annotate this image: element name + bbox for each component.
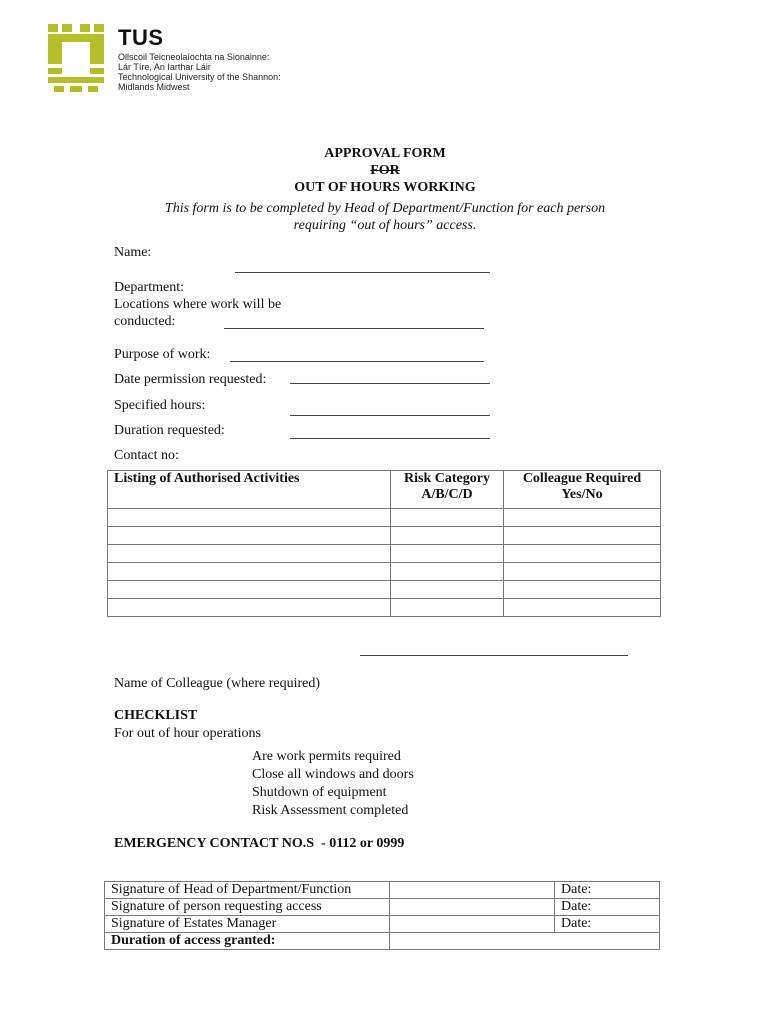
- table-row[interactable]: [108, 563, 661, 581]
- date-head-field[interactable]: [555, 882, 660, 899]
- form-subtitle: OUT OF HOURS WORKING: [294, 180, 476, 195]
- signature-person-label: Signature of person requesting access: [105, 899, 390, 916]
- tus-logo-mark: [48, 24, 104, 92]
- name-input-line[interactable]: [235, 272, 490, 273]
- risk-category-header: [391, 471, 504, 509]
- signature-head-field[interactable]: [390, 882, 555, 899]
- locations-input-line[interactable]: [224, 328, 484, 329]
- instruction-line-1: This form is to be completed by Head of Department/Function for each person: [164, 201, 606, 216]
- colleague-input-line[interactable]: [360, 655, 628, 656]
- activities-table: [107, 470, 661, 617]
- signature-row-person: [105, 899, 660, 916]
- locations-label-2: conducted:: [114, 314, 176, 329]
- table-row[interactable]: [108, 509, 661, 527]
- risk-category-options: A/B/C/D: [421, 487, 473, 502]
- activities-header-row: [108, 471, 661, 509]
- tus-wordmark: TUS: [118, 25, 164, 50]
- purpose-input-line[interactable]: [230, 361, 484, 362]
- colleague-required-header: [504, 471, 661, 509]
- signature-head-label: Signature of Head of Department/Function: [105, 882, 390, 899]
- date-label: Date:: [561, 899, 592, 914]
- emergency-contact: EMERGENCY CONTACT NO.S - 0112 or 0999: [114, 836, 405, 851]
- duration-requested-label: Duration requested:: [114, 423, 225, 438]
- university-name-line-4: Midlands Midwest: [118, 82, 190, 92]
- checklist-subtitle: For out of hour operations: [114, 726, 261, 741]
- specified-hours-label: Specified hours:: [114, 398, 206, 413]
- table-row[interactable]: [108, 527, 661, 545]
- activities-column-header: Listing of Authorised Activities: [108, 471, 391, 509]
- checklist-item: Risk Assessment completed: [252, 803, 409, 818]
- signature-person-field[interactable]: [390, 899, 555, 916]
- name-label: Name:: [114, 245, 152, 260]
- colleague-label: Name of Colleague (where required): [114, 676, 321, 691]
- risk-category-label: Risk Category: [404, 471, 490, 486]
- date-label: Date:: [561, 882, 592, 897]
- department-label: Department:: [114, 280, 184, 295]
- signature-table: [104, 881, 660, 950]
- duration-granted-field[interactable]: [390, 933, 660, 950]
- signature-row-estates: [105, 916, 660, 933]
- purpose-label: Purpose of work:: [114, 347, 211, 362]
- date-permission-input-line[interactable]: [290, 383, 490, 384]
- table-row[interactable]: [108, 599, 661, 617]
- table-row[interactable]: [108, 581, 661, 599]
- form-title: APPROVAL FORM: [324, 146, 446, 161]
- university-name-line-3: Technological University of the Shannon:: [118, 72, 281, 82]
- checklist-title: CHECKLIST: [114, 708, 198, 723]
- university-name-line-2: Lár Tíre, An Iarthar Láir: [118, 62, 211, 72]
- date-estates-field[interactable]: [555, 916, 660, 933]
- checklist-item: Are work permits required: [252, 749, 401, 764]
- signature-estates-field[interactable]: [390, 916, 555, 933]
- contact-label: Contact no:: [114, 448, 179, 463]
- duration-requested-input-line[interactable]: [290, 438, 490, 439]
- checklist-item: Close all windows and doors: [252, 767, 414, 782]
- specified-hours-input-line[interactable]: [290, 415, 490, 416]
- signature-estates-label: Signature of Estates Manager: [105, 916, 390, 933]
- date-person-field[interactable]: [555, 899, 660, 916]
- signature-row-head: [105, 882, 660, 899]
- date-label: Date:: [561, 916, 592, 931]
- form-title-for: FOR: [370, 163, 400, 178]
- checklist-item: Shutdown of equipment: [252, 785, 387, 800]
- locations-label-1: Locations where work will be: [114, 297, 282, 312]
- date-permission-label: Date permission requested:: [114, 372, 267, 387]
- colleague-required-label: Colleague Required: [522, 471, 642, 486]
- duration-granted-label: Duration of access granted:: [105, 933, 390, 950]
- university-name-line-1: Ollscoil Teicneolaíochta na Sionainne:: [118, 52, 270, 62]
- table-row[interactable]: [108, 545, 661, 563]
- colleague-required-options: Yes/No: [561, 487, 603, 502]
- duration-granted-row: [105, 933, 660, 950]
- instruction-line-2: requiring “out of hours” access.: [293, 218, 477, 233]
